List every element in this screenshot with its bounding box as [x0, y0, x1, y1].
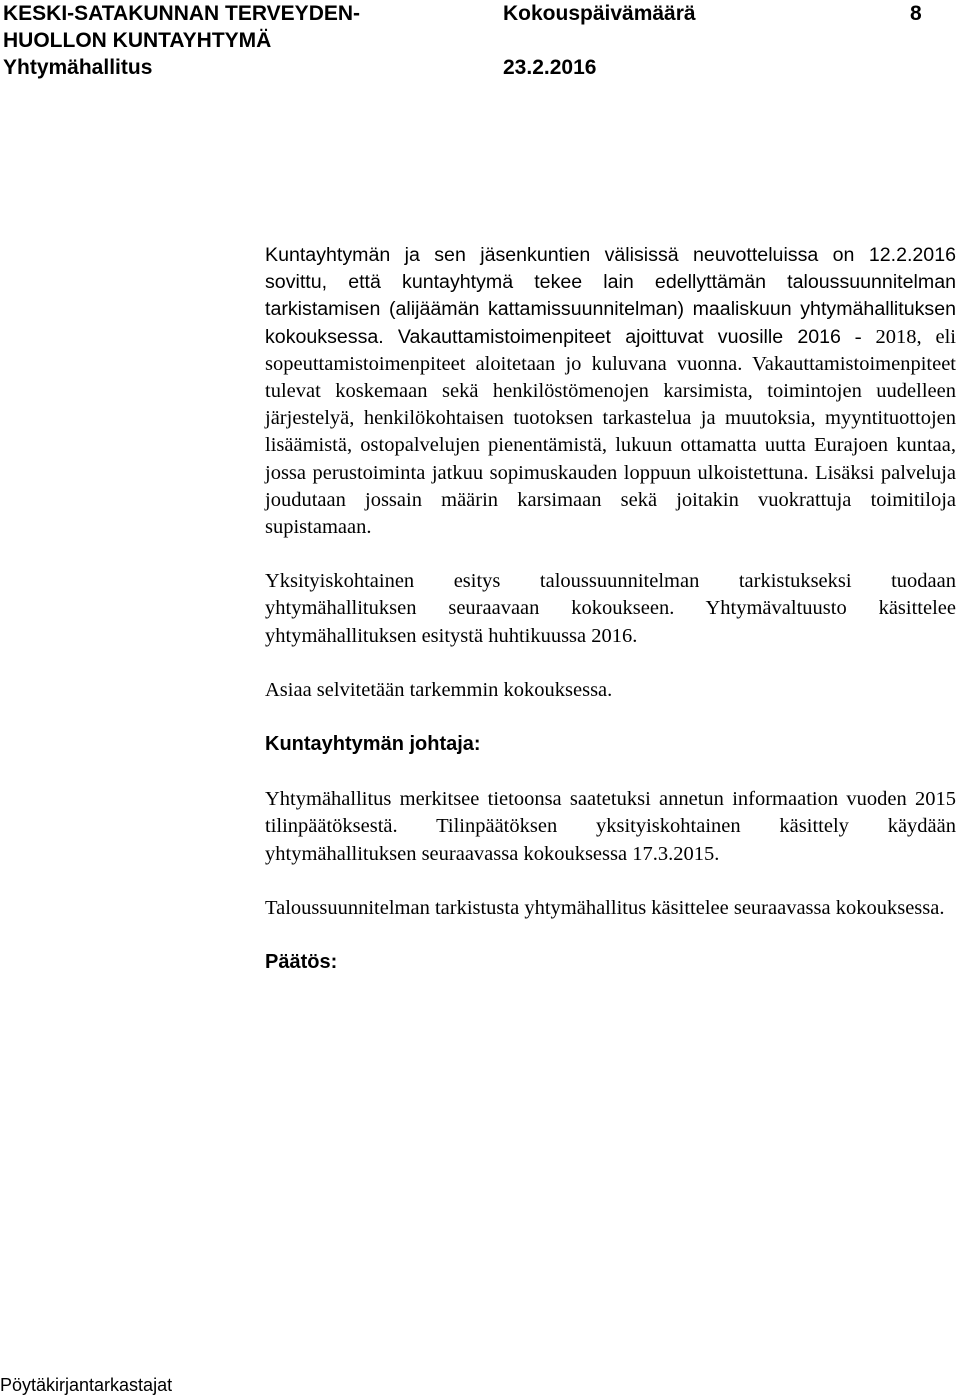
- meeting-date-label: Kokouspäivämäärä: [503, 2, 696, 25]
- organization-name-line1: KESKI-SATAKUNNAN TERVEYDEN-: [3, 2, 361, 25]
- page-number: 8: [910, 2, 922, 25]
- document-body: [265, 242, 956, 976]
- paragraph-negotiations-part2: - 2018, eli sopeuttamistoimenpiteet aloitetaan jo kuluvana vuonna. Vakauttamistoimenpiteet tulevat koskemaan sekä henkilöstömenojen karsimista, toimintojen uudelleen järjestelyä, henkilökohtaisen tuotoksen tarkastelua ja muutoksia, myyntituottojen lisäämistä, ostopalvelujen pienentämistä, lukuun ottamatta uutta Eurajoen kuntaa, jossa perustoiminta jatkuu sopimuskauden loppuun ulkoistettuna. Lisäksi palveluja joudutaan jossain määrin karsimaan sekä joitakin vuokrattuja toimitiloja supistamaan.: [265, 325, 956, 539]
- section-heading-decision: Päätös:: [265, 951, 338, 974]
- paragraph-negotiations: [265, 242, 956, 541]
- paragraph-further-clarification: Asiaa selvitetään tarkemmin kokouksessa.: [265, 678, 613, 701]
- meeting-date: 23.2.2016: [503, 56, 597, 79]
- section-heading-director: Kuntayhtymän johtaja:: [265, 733, 481, 756]
- governing-body-name: Yhtymähallitus: [3, 56, 153, 79]
- paragraph-plan-review: Taloussuunnitelman tarkistusta yhtymähallitus käsittelee seuraavassa kokouksessa.: [265, 896, 945, 919]
- paragraph-detailed-proposal: Yksityiskohtainen esitys taloussuunnitelman tarkistukseksi tuodaan yhtymähallituksen seuraavaan kokoukseen. Yhtymävaltuusto käsittelee yhtymähallituksen esitystä huhtikuussa 2016.: [265, 570, 956, 647]
- footer-reviewers-label: Pöytäkirjantarkastajat: [0, 1375, 173, 1395]
- organization-name-line2: HUOLLON KUNTAYHTYMÄ: [3, 29, 272, 52]
- paragraph-financial-statement: Yhtymähallitus merkitsee tietoonsa saatetuksi annetun informaation vuoden 2015 tilinpäätöksestä. Tilinpäätöksen yksityiskohtainen käsittely käydään yhtymähallituksen seuraavassa kokouksessa 17.3.2015.: [265, 788, 956, 865]
- paragraph-negotiations-part1: Kuntayhtymän ja sen jäsenkuntien välisissä neuvotteluissa on 12.2.2016 sovittu, että kuntayhtymä tekee lain edellyttämän taloussuunnitelman tarkistamisen (alijäämän kattamissuunnitelman) maaliskuun yhtymähallituksen kokouksessa. Vakauttamistoimenpiteet ajoittuvat vuosille 2016: [265, 244, 956, 348]
